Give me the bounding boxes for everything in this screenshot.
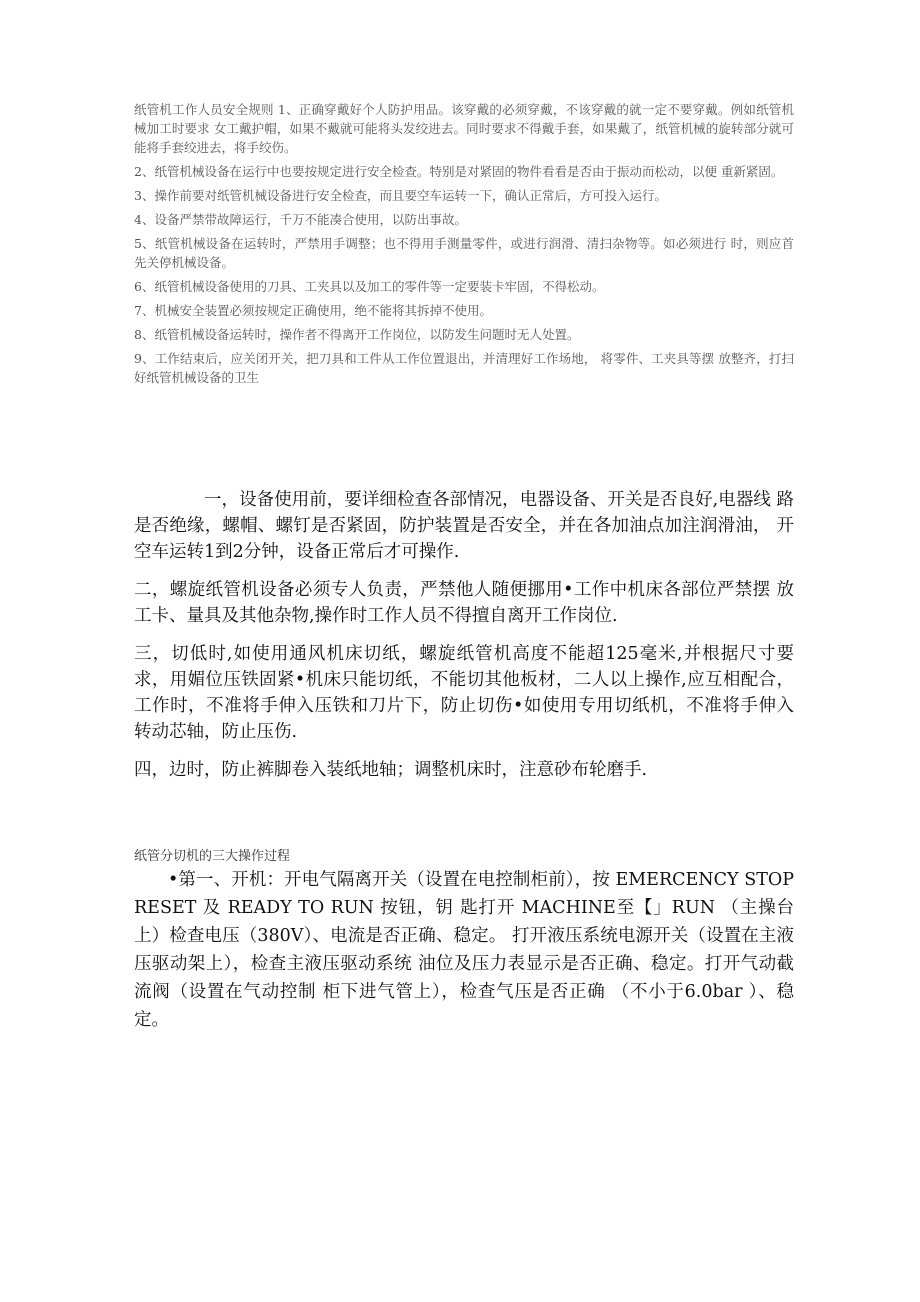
operation-paragraph: 二，螺旋纸管机设备必须专人负责，严禁他人随便挪用•工作中机床各部位严禁摆 放工卡、量具及其他杂物,操作时工作人员不得擅自离开工作岗位. [134,580,794,626]
rule-paragraph: 2、纸管机械设备在运行中也要按规定进行安全检查。特别是对紧固的物件看看是否由于振动而松动，以便 重新紧固。 [134,164,784,179]
process-section [134,866,794,1034]
operation-paragraph: 一，设备使用前，要详细检查各部情况，电器设备、开关是否良好,电器线 路是否绝缘，螺帽、螺钉是否紧固，防护装置是否安全，并在各加油点加注润滑油， 开空车运转1到2分钟，设备正常后才可操作. [134,490,794,562]
rule-paragraph: 6、纸管机械设备使用的刀具、工夹具以及加工的零件等一定要装卡牢固，不得松动。 [134,279,605,294]
operation-rules-section [134,487,794,795]
rule-paragraph: 8、纸管机械设备运转时，操作者不得离开工作岗位，以防发生问题时无人处置。 [134,327,580,342]
safety-rules-section [134,100,794,392]
rule-paragraph: 3、操作前要对纸管机械设备进行安全检查，而且要空车运转一下，确认正常后，方可投入运行。 [134,188,667,203]
rule-paragraph: 4、设备严禁带故障运行，千万不能凑合使用，以防出事故。 [134,212,467,227]
operation-paragraph: 三，切低时,如使用通风机床切纸，螺旋纸管机高度不能超125毫米,并根据尺寸要 求，用媚位压铁固紧•机床只能切纸，不能切其他板材，二人以上操作,应互相配合， 工作时，不准将手伸入压铁和刀片下，防止切伤•如使用专用切纸机，不准将手伸入 转动芯轴，防止压伤. [134,644,794,742]
rule-paragraph: 7、机械安全装置必须按规定正确使用，绝不能将其拆掉不使用。 [134,303,492,318]
process-section-title: 纸管分切机的三大操作过程 [134,849,291,864]
rule-paragraph: 5、纸管机械设备在运转时，严禁用手调整；也不得用手测量零件，或进行润滑、清扫杂物等。如必须进行 时，则应首先关停机械设备。 [134,236,794,270]
operation-paragraph: 四，边时，防止裤脚卷入装纸地轴；调整机床时，注意砂布轮磨手. [134,760,648,780]
process-paragraph: •第一、开机：开电气隔离开关（设置在电控制柜前），按 EMERCENCY STOP RESET 及 READY TO RUN 按钮，钥 匙打开 MACHINE至【」RUN （主操台上）检查电压（380V）、电流是否正确、稳定。 打开液压系统电源开关（设置在主液压驱动架上），检查主液压驱动系统 油位及压力表显示是否正确、稳定。打开气动截流阀（设置在气动控制 柜下进气管上），检查气压是否正确 （不小于6.0bar ）、稳定。 [134,870,794,1030]
rule-paragraph: 纸管机工作人员安全规则 1、正确穿戴好个人防护用品。该穿戴的必须穿戴，不该穿戴的就一定不要穿戴。例如纸管机械加工时要求 女工戴护帽，如果不戴就可能将头发绞进去。同时要求不得戴手套，如果戴了，纸管机械的旋转部分就可 能将手套绞进去，将手绞伤。 [134,102,794,155]
rule-paragraph: 9、工作结束后，应关闭开关，把刀具和工件从工作位置退出，并清理好工作场地， 将零件、工夹具等摆 放整齐，打扫好纸管机械设备的卫生 [134,351,794,385]
